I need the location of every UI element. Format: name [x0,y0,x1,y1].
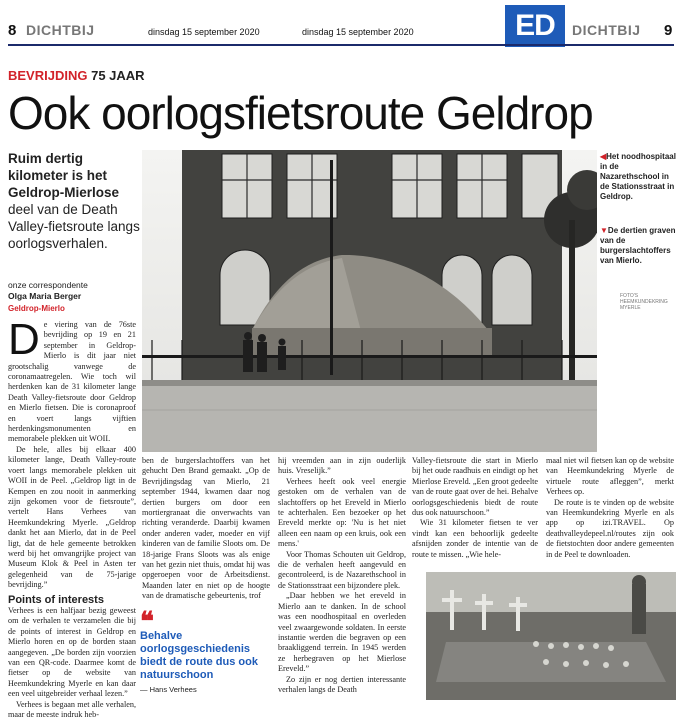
graves-photo [426,572,676,700]
right-page-number: 9 [664,22,673,39]
dateline: Geldrop-Mierlo [8,304,65,313]
kicker [8,68,145,83]
subhead: Points of interests [8,593,104,606]
right-date: dinsdag 15 september 2020 [302,27,414,37]
kicker-black: 75 JAAR [91,68,145,83]
caption-hospital: ◀Het noodhospitaal in de Nazarethschool in de Stationsstraat in Geldrop. [600,152,676,201]
article-column-4 [412,456,538,560]
kicker-red: BEVRIJDING [8,68,88,83]
byline-role: onze correspondente [8,280,88,290]
paragraph: maal niet wil fietsen kan op de website van Heemkundekring Myerle de virtuele route afleggen”, merkt Verhees op. [546,456,674,497]
quote-text: Behalve oorlogsgeschiedenis biedt de route dus ook natuurschoon [140,630,258,681]
paragraph: Verhees is een halfjaar bezig geweest om de verhalen te verzamelen die bij de points of interest in Geldrop en Mierlo horen en op de borden staan aangegeven. „De borden zijn voorzien van een QR-code. Daarmee komt de fietser op de website van Heemkundekring Myerle en kan daar een veel uitgebreider verhaal lezen.” [8,605,136,699]
quote-source: — Hans Verhees [140,685,197,694]
photo-credit: FOTO'S HEEMKUNDEKRING MYERLE [620,293,668,311]
caption-hospital-text: Het noodhospitaal in de Nazarethschool in de Stationsstraat in Geldrop. [600,152,676,201]
headline: Ook oorlogsfietsroute Geldrop [8,87,593,139]
paragraph: Voor Thomas Schouten uit Geldrop, die de verhalen heeft aangevuld en gecontroleerd, is de Nazarethschool in de Stationsstraat een bijzondere plek. [278,549,406,590]
article-column-2 [142,456,270,602]
right-section-label: DICHTBIJ [572,22,641,38]
header-rule [8,44,674,46]
intro-rest: deel van de Death Valley-fietsroute langs oorlogsverhalen. [8,202,140,251]
paragraph: De route is te vinden op de website van Heemkundekring Myerle en als app op izi.TRAVEL. Op deathvalleydepeel.nl/routes zijn ook de fietstochten door andere gemeenten in de Peel te downloaden. [546,497,674,559]
paragraph: e viering van de 76ste bevrijding op 19 en 21 september in Geldrop-Mierlo is dit jaar niet grootschalig vanwege de coronamaatregelen. Wie toch wil herdenken kan de 31 kilometer lange Death Valley-fietsroute door Geldrop en Mierlo fietsen. Die is coronaproof en voert langs vijftien herdenkingsmonumenten en memorabele plekken uit WOII. [8,320,136,444]
intro [8,150,140,252]
paragraph: Verhees heeft ook veel energie gestoken om de verhalen van de slachtoffers op het Ereveld in Mierlo te achterhalen. Een bezoeker op het Ereveld merkte op: 'Nu is het niet alleen een naam op een kruis, ook een mens.' [278,476,406,549]
left-date: dinsdag 15 september 2020 [148,27,260,37]
paragraph: ben de burgerslachtoffers van het gehucht Den Brand gemaakt. „Op de Bevrijdingsdag van Mierlo, 21 september 1944, kwamen daar nog dertien burgers om door een mortiergranaat die onverwachts van richting veranderde. Daarbij kwamen onder anderen vader, moeder en vijf kinderen van de familie Sloots om. De 18-jarige Frans Sloots was als enige van het gezin niet thuis, omdat hij was opgeroepen voor de Arbeitsdienst. Maanden later en niet op de hoogte van de dramatische gebeurtenis, trof [142,456,270,601]
article-column-1 [8,315,136,720]
article-column-5 [546,456,674,560]
dropcap: D [8,315,40,364]
byline-name: Olga Maria Berger [8,291,82,301]
caption-graves-text: De dertien graven van de burgerslachtoffers van Mierlo. [600,226,676,265]
paragraph: Zo zijn er nog dertien interessante verhalen langs de Death [278,674,406,694]
byline [8,280,140,302]
intro-bold: Ruim dertig kilometer is het Geldrop-Mierlose [8,151,120,200]
pull-quote [140,606,270,694]
paragraph: Verhees is begaan met alle verhalen, maar de meeste indruk heb- [8,699,136,720]
caption-graves: ▼De dertien graven van de burgerslachtoffers van Mierlo. [600,226,676,265]
paragraph: Wie 31 kilometer fietsen te ver vindt kan een behoorlijk gedeelte afsnijden zonder de intentie van de route te missen. „Wie hele- [412,518,538,559]
left-section-label: DICHTBIJ [26,22,95,38]
paragraph: Valley-fietsroute die start in Mierlo bij het oude raadhuis en eindigt op het Mierlose Ereveld. „Een groot gedeelte van de route gaat over de hei. Behalve oorlogsgeschiedenis biedt de route dus ook natuurschoon.” [412,456,538,518]
article-column-3 [278,456,406,695]
paragraph: De hele, alles bij elkaar 400 kilometer lange, Death Valley-route voert langs memorabele plekken uit WOII in de Peel. „Geldrop ligt in de Kempen en zou nooit in aanmerking zijn gekomen voor de fietsroute”, vertelt Hans Verhees van Heemkundekring Myerle. „Geldrop dankt het aan Mierlo, dat in de Peel ligt, dat de hele gemeente betrokken werd bij het omvangrijke project van Museum Klok & Peel in Asten ter gelegenheid van de 75-jarige bevrijding.” [8,444,136,590]
paragraph: hij vreemden aan in zijn ouderlijk huis. Vreselijk.” [278,456,406,476]
ed-logo: ED [505,5,565,47]
left-page-number: 8 [8,22,17,39]
quote-mark-icon: ❝ [140,606,154,636]
school-building-photo [142,150,597,452]
paragraph: „Daar hebben we het ereveld in Mierlo aan te danken. In de school was een noodhospitaal en overleden veel zwaargewonde soldaten. In eerste instantie werden die begraven op een braakliggend terrein. In 1945 werden ze herbegraven op het Mierlose Ereveld.” [278,591,406,674]
